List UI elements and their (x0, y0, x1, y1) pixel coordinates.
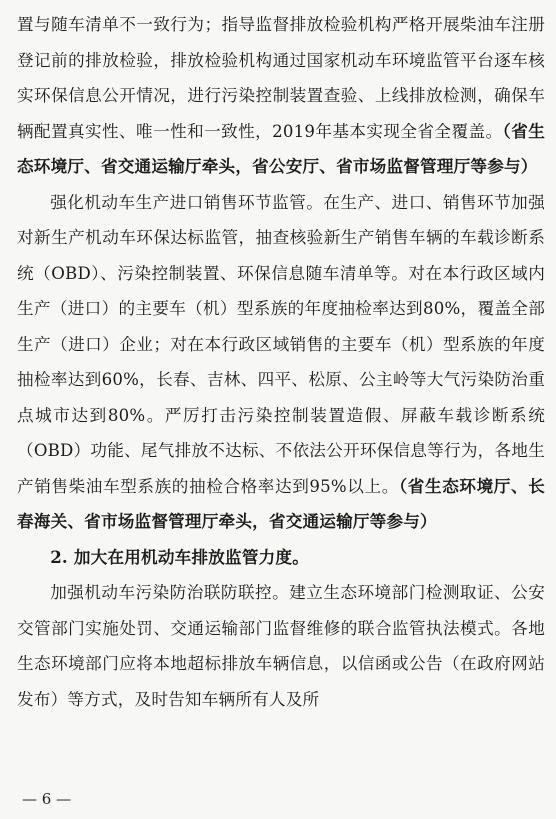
responsibility-note: （省生态环境厅、长春海关、省市场监督管理厅牵头，省交通运输厅等参与） (17, 475, 546, 531)
paragraph-joint-enforcement (17, 575, 545, 717)
paragraph-text: 置与随车清单不一致行为；指导监督排放检验机构严格开展柴油车注册登记前的排放检验，排放检验机构通过国家机动车环境监管平台逐车核实环保信息公开情况，进行污染控制装置查验、上线排放检测，确保车辆配置真实性、唯一性和一致性，2019年基本实现全省全覆盖。 (17, 15, 545, 141)
document-body (17, 7, 545, 717)
paragraph-continuation (17, 7, 545, 185)
section-heading: 2. 加大在用机动车排放监管力度。 (50, 546, 309, 567)
paragraph-text: 强化机动车生产进口销售环节监管。在生产、进口、销售环节加强对新生产机动车环保达标监管，抽查核验新生产销售车辆的车载诊断系统（OBD）、污染控制装置、环保信息随车清单等。对在本行政区域内生产（进口）的主要车（机）型系族的年度抽检率达到80%，覆盖全部生产（进口）企业；对在本行政区域销售的主要车（机）型系族的年度抽检率达到60%，长春、吉林、四平、松原、公主岭等大气污染防治重点城市达到80%。严厉打击污染控制装置造假、屏蔽车载诊断系统（OBD）功能、尾气排放不达标、不依法公开环保信息等行为，各地生产销售柴油车型系族的抽检合格率达到95%以上。 (17, 192, 545, 496)
paragraph-text: 加强机动车污染防治联防联控。建立生态环境部门检测取证、公安交管部门实施处罚、交通运输部门监督维修的联合监管执法模式。各地生态环境部门应将本地超标排放车辆信息，以信函或公告（在政府网站发布）等方式，及时告知车辆所有人及所 (17, 583, 545, 709)
page-number: — 6 — (22, 790, 72, 808)
responsibility-note: （省生态环境厅、省交通运输厅牵头，省公安厅、省市场监督管理厅等参与） (17, 120, 545, 176)
paragraph-production-import-sales (17, 185, 545, 540)
